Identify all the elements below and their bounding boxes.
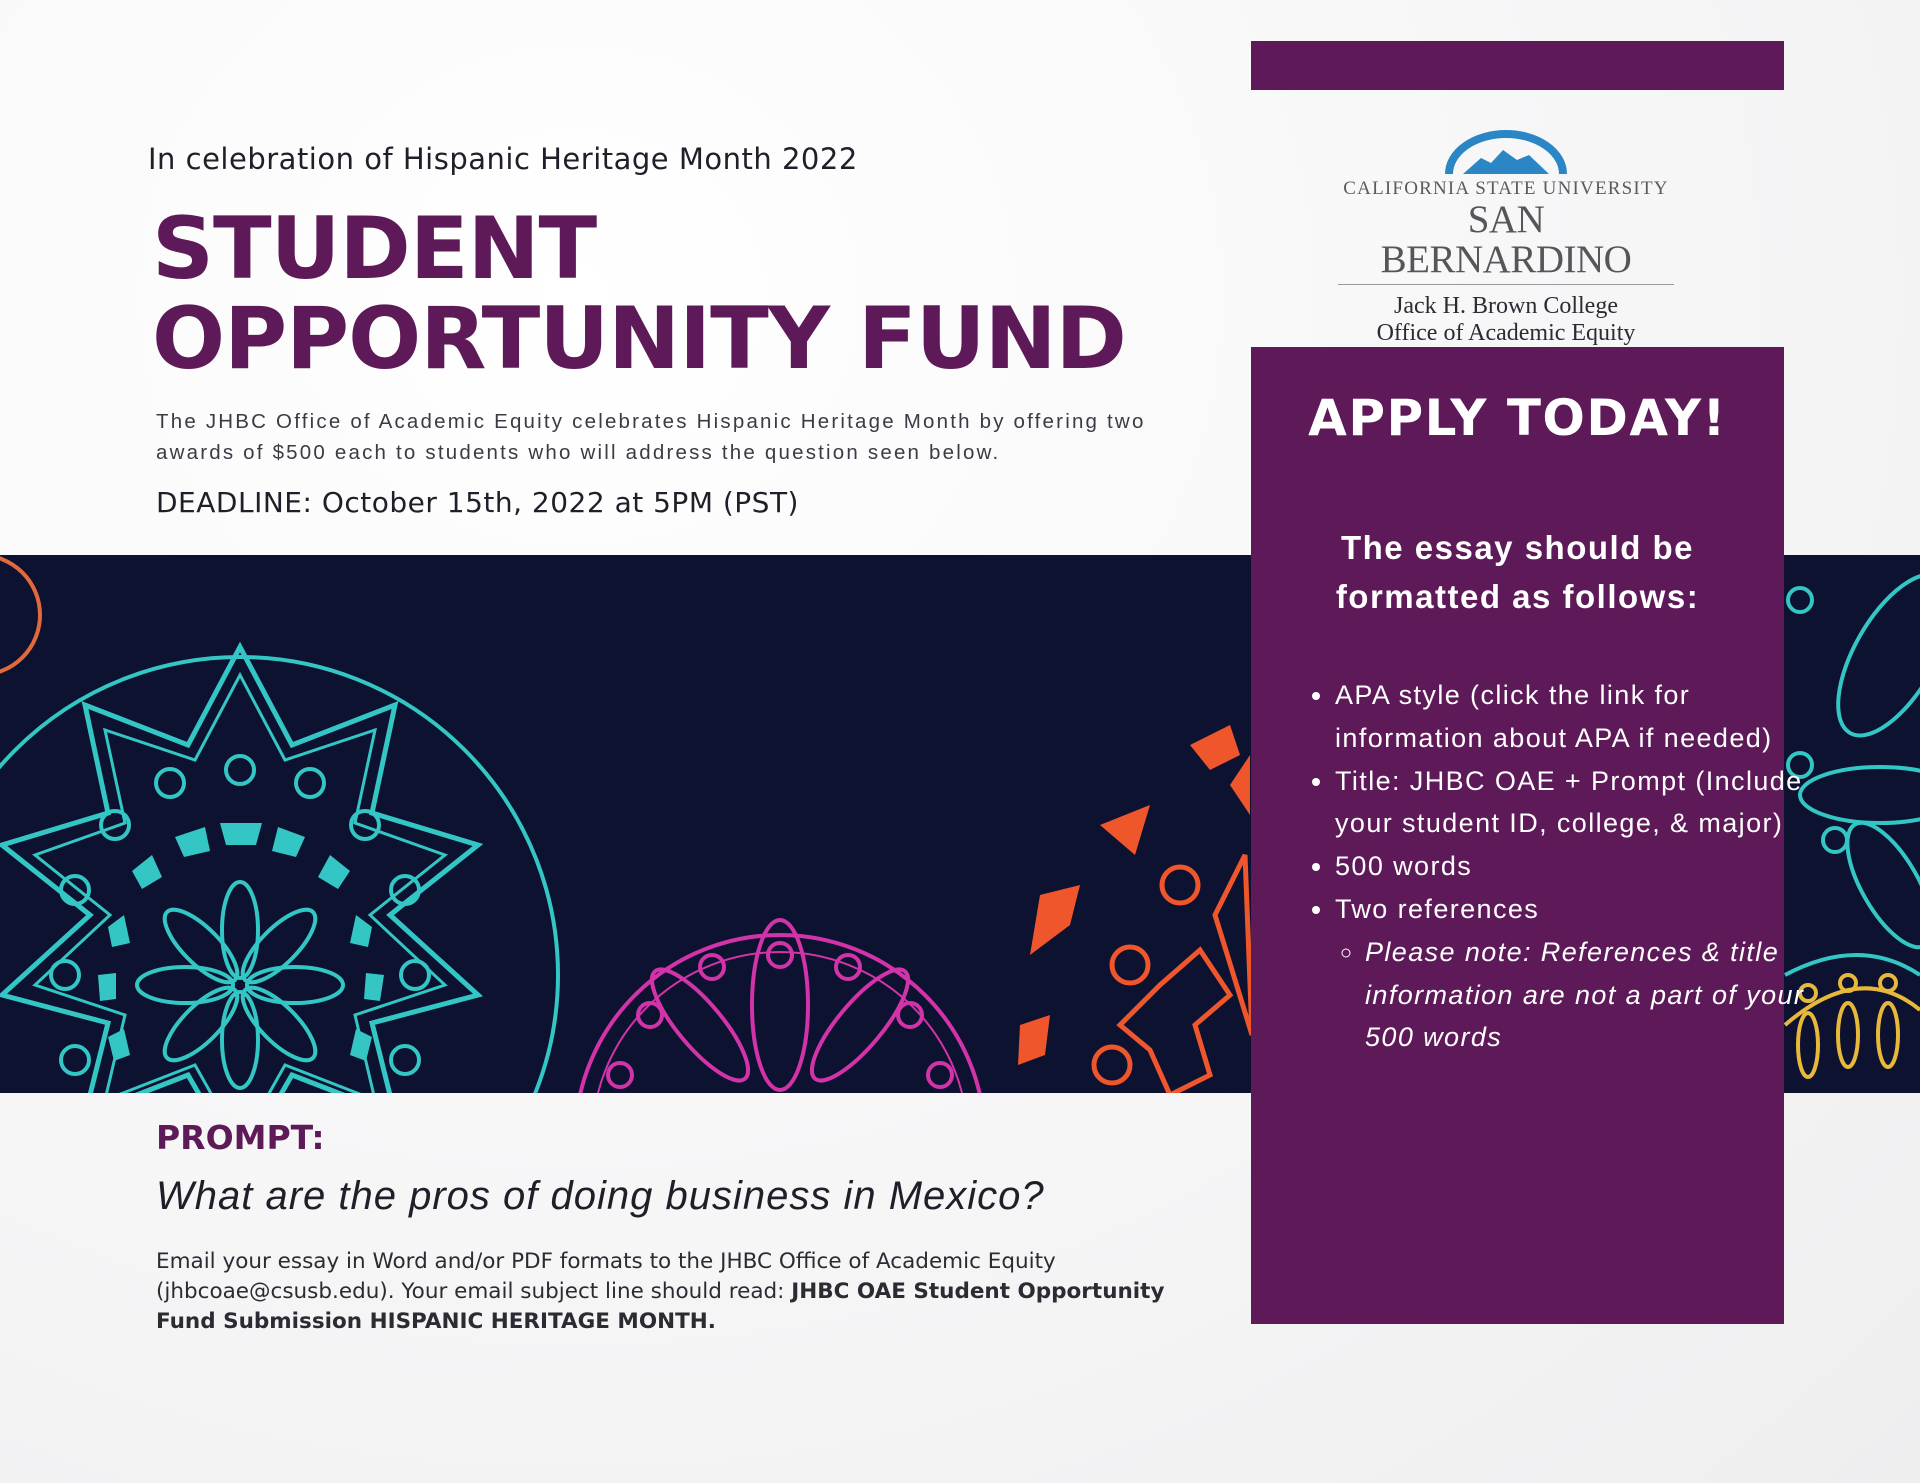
csusb-mountain-arch-icon (1441, 130, 1571, 176)
event-subtitle: In celebration of Hispanic Heritage Month 2022 (148, 142, 858, 176)
rule-word-count: • 500 words (1335, 845, 1805, 888)
essay-heading-line-1: The essay should be (1340, 529, 1695, 566)
references-note: ◦ Please note: References & title information are not a part of your 500 words (1365, 931, 1805, 1059)
deadline-value: October 15th, 2022 at 5PM (PST) (321, 486, 799, 519)
university-logo (1336, 130, 1676, 346)
logo-campus-line: SAN BERNARDINO (1338, 200, 1674, 285)
deadline-label: DEADLINE: (156, 486, 313, 519)
prompt-label: PROMPT: (156, 1118, 325, 1157)
email-instructions (156, 1247, 1166, 1337)
rule-references (1335, 888, 1805, 1059)
email-instructions-text: Email your essay in Word and/or PDF formats to the JHBC Office of Academic Equity (jhbcoae@csusb.edu). Your email subject line should read: (156, 1249, 1056, 1304)
award-description: The JHBC Office of Academic Equity celebrates Hispanic Heritage Month by offering two awards of $500 each to students who will address the question seen below. (156, 410, 1146, 464)
references-sub-list (1335, 931, 1805, 1059)
rule-title-format: • Title: JHBC OAE + Prompt (Include your student ID, college, & major) (1335, 760, 1805, 846)
rule-apa-style[interactable]: • APA style (click the link for information about APA if needed) (1335, 674, 1805, 760)
logo-university-line: CALIFORNIA STATE UNIVERSITY (1343, 178, 1669, 199)
title-line-1: STUDENT (152, 199, 597, 299)
logo-college-line: Jack H. Brown College (1394, 293, 1618, 319)
apply-heading: APPLY TODAY! (1308, 389, 1727, 447)
format-rules-list (1303, 674, 1805, 1059)
top-accent-bar (1251, 41, 1784, 90)
email-subject-line: JHBC OAE Student Opportunity Fund Submission HISPANIC HERITAGE MONTH. (156, 1279, 1165, 1334)
essay-heading-line-2: formatted as follows: (1335, 578, 1700, 615)
apply-panel (1251, 347, 1805, 1324)
essay-format-heading (1251, 523, 1784, 621)
flyer-title (152, 199, 1126, 389)
logo-office-line: Office of Academic Equity (1376, 320, 1636, 346)
deadline (156, 486, 799, 519)
rule-references-label: Two references (1335, 893, 1540, 924)
title-line-2: OPPORTUNITY FUND (152, 289, 1126, 389)
prompt-question: What are the pros of doing business in Mexico? (156, 1174, 1045, 1218)
